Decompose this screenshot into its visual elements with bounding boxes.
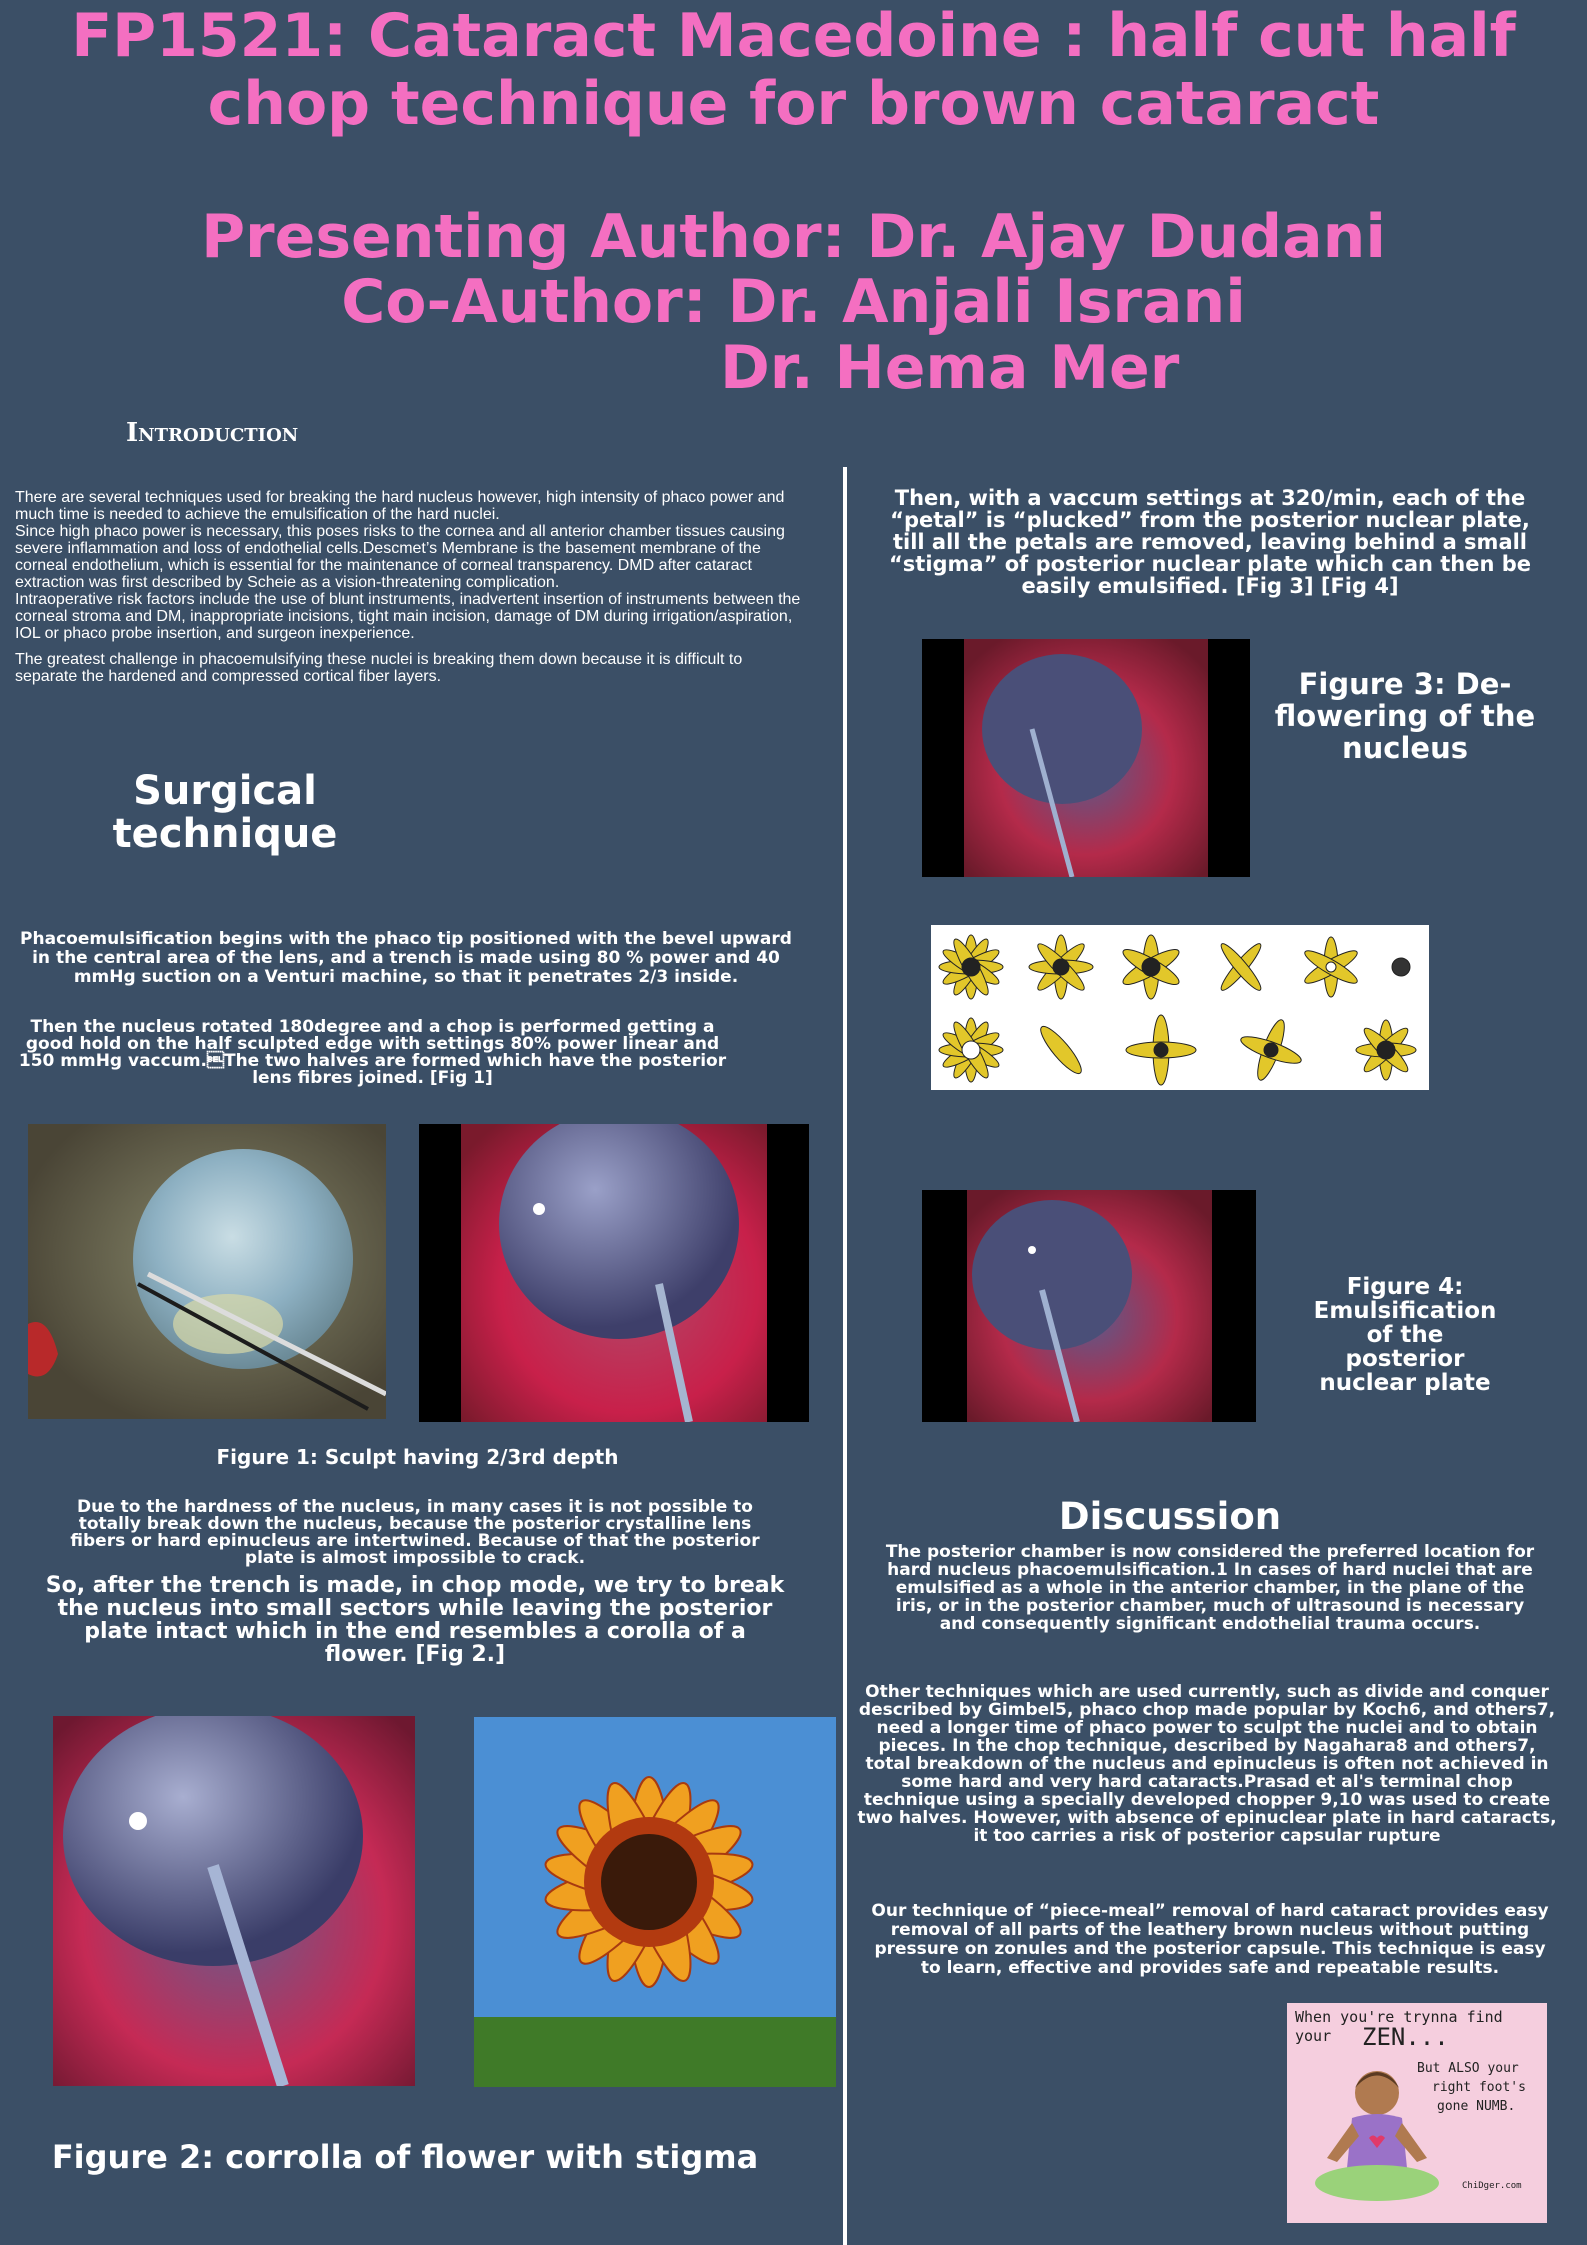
intro-paragraph-2: Since high phaco power is necessary, this poses risks to the cornea and all anterior chamber tissues causing severe inflammation and loss of endothelial cells.Descmet’s Membrane is the basement membrane of the corneal endothelium, which is essential for the maintenance of corneal transparency. DMD after cataract extraction was first described by Scheie as a vision-threatening complication.	[15, 523, 785, 591]
surgical-para-1: Phacoemulsification begins with the phaco tip positioned with the bevel upward in the central area of the lens, and a trench is made using 80 % power and 40 mmHg suction on a Venturi machine, so that it penetrates 2/3 inside.	[20, 929, 792, 987]
fig1-left-photo	[28, 1124, 386, 1419]
zen-cartoon	[1287, 2003, 1547, 2223]
heading-line-2: technique	[112, 811, 338, 857]
title-line-2: chop technique for brown cataract	[207, 69, 1380, 139]
cartoon-text-5: gone NUMB.	[1437, 2099, 1516, 2114]
right-para-1: Then, with a vaccum settings at 320/min, each of the “petal” is “plucked” from the posterior nuclear plate, till all the petals are removed, leaving behind a small “stigma” of posterior nuclear plate which can then be easily emulsified. [Fig 3] [Fig 4]	[888, 486, 1532, 598]
co-author-2: Dr. Hema Mer	[720, 333, 1180, 403]
intro-paragraph-3: Intraoperative risk factors include the use of blunt instruments, inadvertent insertion of instruments between the corneal stroma and DM, inappropriate incisions, tight main incision, damage of DM during irrigation/aspiration, IOL or phaco probe insertion, and surgeon inexperience.	[15, 591, 801, 642]
discussion-para-1: The posterior chamber is now considered the preferred location for hard nucleus phacoemulsification.1 In cases of hard nuclei that are emulsified as a whole in the anterior chamber, in the plane of the iris, or in the posterior chamber, much of ultrasound is necessary and consequently significant endothelial trauma occurs.	[885, 1542, 1535, 1634]
cartoon-text-4: right foot's	[1432, 2080, 1526, 2095]
surgical-para-3: Due to the hardness of the nucleus, in many cases it is not possible to totally break down the nucleus, because the posterior crystalline lens fibers or hard epinucleus are intertwined. Because of that the posterior plate is almost impossible to crack.	[70, 1497, 760, 1568]
fig2-sunflower-photo	[474, 1717, 836, 2087]
discussion-para-3: Our technique of “piece-meal” removal of hard cataract provides easy removal of all parts of the leathery brown nucleus without putting pressure on zonules and the posterior capsule. This technique is easy to learn, effective and provides safe and repeatable results.	[871, 1901, 1549, 1978]
deflowering-diagram	[931, 925, 1429, 1090]
cartoon-zen: ZEN...	[1362, 2023, 1449, 2051]
introduction-heading: Introduction	[126, 418, 299, 448]
presenting-author: Presenting Author: Dr. Ajay Dudani	[201, 202, 1386, 272]
column-divider	[843, 467, 847, 2245]
fig4-photo	[922, 1190, 1256, 1422]
fig2-caption: Figure 2: corrolla of flower with stigma	[51, 2138, 759, 2176]
surgical-technique-heading	[60, 770, 390, 856]
cartoon-text-2: your	[1295, 2027, 1332, 2045]
heading-line-1: Surgical	[133, 768, 317, 814]
co-author: Co-Author: Dr. Anjali Israni	[341, 267, 1246, 337]
intro-paragraph-4: The greatest challenge in phacoemulsifying these nuclei is breaking them down because it is difficult to separate the hardened and compressed cortical fiber layers.	[15, 651, 743, 685]
fig4-caption: Figure 4: Emulsification of the posterior nuclear plate	[1313, 1274, 1497, 1396]
meditating-person-icon	[1307, 2058, 1447, 2208]
fig1-right-photo	[419, 1124, 809, 1422]
cartoon-credit: ChiDger.com	[1462, 2181, 1522, 2191]
intro-paragraph-1: There are several techniques used for breaking the hard nucleus however, high intensity of phaco power and much time is needed to achieve the emulsification of the hard nuclei.	[15, 489, 785, 523]
introduction-body	[15, 489, 805, 685]
cartoon-text-1: When you're trynna find	[1295, 2008, 1503, 2026]
discussion-heading: Discussion	[1058, 1495, 1282, 1538]
surgical-para-2: Then the nucleus rotated 180degree and a chop is performed getting a good hold on the half sculpted edge with settings 80% power linear and 150 mmHg vaccum.The two halves are formed which have the posterior lens fibres joined. [Fig 1]	[18, 1017, 727, 1088]
fig1-caption: Figure 1: Sculpt having 2/3rd depth	[216, 1445, 619, 1469]
surgical-para-4: So, after the trench is made, in chop mode, we try to break the nucleus into small sectors while leaving the posterior plate intact which in the end resembles a corolla of a flower. [Fig 2.]	[45, 1573, 785, 1667]
fig3-photo	[922, 639, 1250, 877]
fig3-caption: Figure 3: De-flowering of the nucleus	[1274, 667, 1536, 765]
title-line-1: FP1521: Cataract Macedoine : half cut half	[71, 1, 1516, 71]
cartoon-text-3: But ALSO your	[1417, 2061, 1519, 2076]
poster-title	[0, 2, 1587, 138]
discussion-para-2: Other techniques which are used currently, such as divide and conquer described by Gimbel5, phaco chop made popular by Koch6, and others7, need a longer time of phaco power to sculpt the nuclei and to obtain pieces. In the chop technique, described by Nagahara8 and others7, total breakdown of the nucleus and epinucleus is often not achieved in some hard and very hard cataracts.Prasad et al's terminal chop technique using a specially developed chopper 9,10 was used to create two halves. However, with absence of epinuclear plate in hard cataracts, it too carries a risk of posterior capsular rupture	[857, 1682, 1557, 1846]
fig2-left-photo	[53, 1716, 415, 2086]
